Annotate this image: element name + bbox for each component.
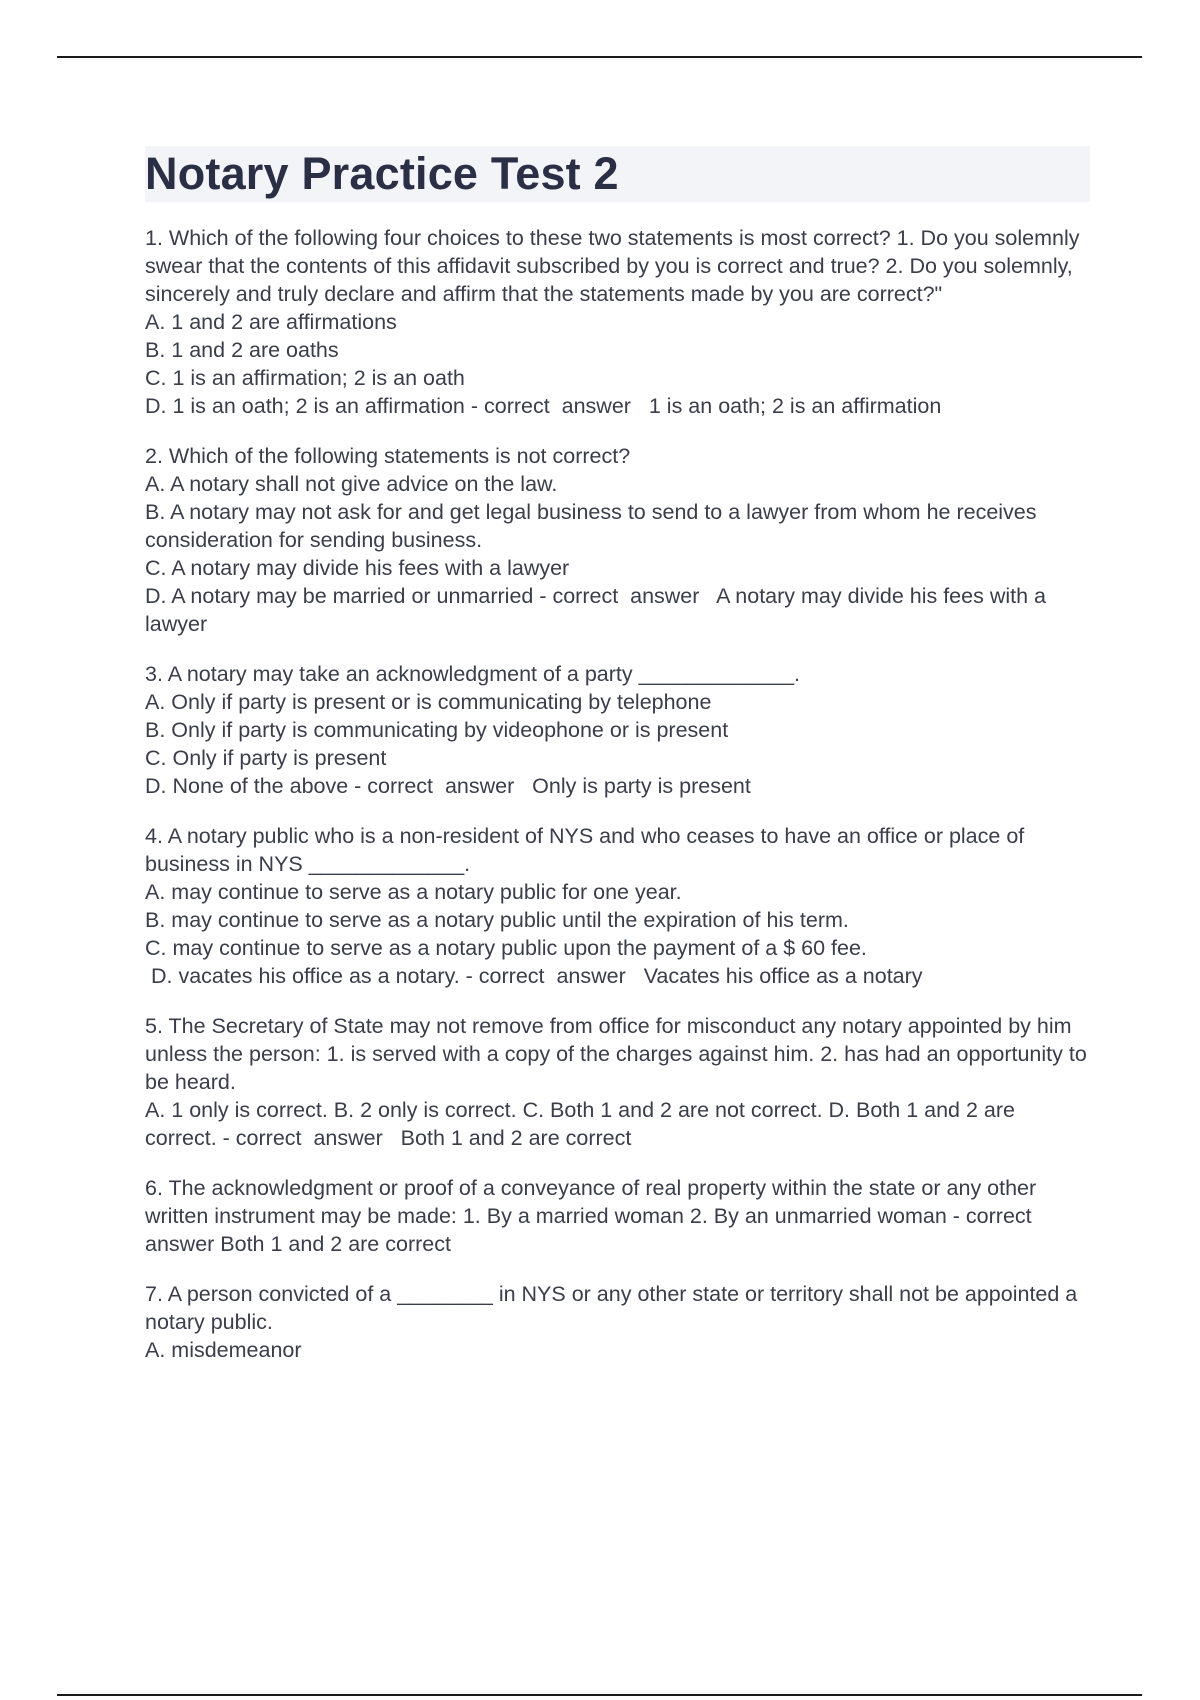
answer-option: B. 1 and 2 are oaths — [145, 338, 339, 362]
question-2 — [145, 442, 1090, 638]
question-stem: 7. A person convicted of a ________ in NYS or any other state or territory shall not be appointed a notary public. — [145, 1282, 1078, 1334]
answer-option: A. A notary shall not give advice on the law. — [145, 472, 558, 496]
answer-option: A. 1 only is correct. B. 2 only is correct. C. Both 1 and 2 are not correct. D. Both 1 and 2 are correct. - correct answer Both 1 and 2 are correct — [145, 1098, 1021, 1150]
question-7 — [145, 1280, 1090, 1364]
question-stem: 2. Which of the following statements is not correct? — [145, 444, 631, 468]
answer-option: C. A notary may divide his fees with a lawyer — [145, 556, 570, 580]
question-3 — [145, 660, 1090, 800]
question-1 — [145, 224, 1090, 420]
question-4 — [145, 822, 1090, 990]
footer-rule — [57, 1694, 1142, 1696]
question-stem: 4. A notary public who is a non-resident of NYS and who ceases to have an office or place of business in NYS _____________. — [145, 824, 1025, 876]
document-body — [145, 146, 1090, 1364]
answer-option: A. Only if party is present or is communicating by telephone — [145, 690, 712, 714]
answer-option: A. may continue to serve as a notary public for one year. — [145, 880, 682, 904]
answer-option: B. A notary may not ask for and get legal business to send to a lawyer from whom he receives consideration for sending business. — [145, 500, 1043, 552]
answer-option: D. vacates his office as a notary. - correct answer Vacates his office as a notary — [145, 964, 923, 988]
answer-option: D. A notary may be married or unmarried - correct answer A notary may divide his fees with a lawyer — [145, 584, 1052, 636]
page-title: Notary Practice Test 2 — [145, 148, 619, 199]
header-rule — [57, 56, 1142, 58]
question-6 — [145, 1174, 1090, 1258]
question-stem: 5. The Secretary of State may not remove from office for misconduct any notary appointed by him unless the person: 1. is served with a copy of the charges against him. 2. has had an opportunity to be heard. — [145, 1014, 1087, 1094]
title-band — [145, 146, 1090, 202]
question-stem: 6. The acknowledgment or proof of a conveyance of real property within the state or any other written instrument may be made: 1. By a married woman 2. By an unmarried woman - correct answer Both 1 and 2 are correct — [145, 1176, 1037, 1256]
answer-option: D. None of the above - correct answer Only is party is present — [145, 774, 751, 798]
question-stem: 1. Which of the following four choices to these two statements is most correct? 1. Do you solemnly swear that the contents of this affidavit subscribed by you is correct and true? 2. Do you solemnly, sincerely and truly declare and affirm that the statements made by you are correct?" — [145, 226, 1080, 306]
answer-option: D. 1 is an oath; 2 is an affirmation - correct answer 1 is an oath; 2 is an affirmation — [145, 394, 942, 418]
answer-option: C. may continue to serve as a notary public upon the payment of a $ 60 fee. — [145, 936, 867, 960]
answer-option: B. may continue to serve as a notary public until the expiration of his term. — [145, 908, 849, 932]
answer-option: B. Only if party is communicating by videophone or is present — [145, 718, 729, 742]
answer-option: C. Only if party is present — [145, 746, 387, 770]
question-stem: 3. A notary may take an acknowledgment of a party _____________. — [145, 662, 801, 686]
answer-option: A. misdemeanor — [145, 1338, 302, 1362]
answer-option: C. 1 is an affirmation; 2 is an oath — [145, 366, 465, 390]
answer-option: A. 1 and 2 are affirmations — [145, 310, 397, 334]
question-5 — [145, 1012, 1090, 1152]
